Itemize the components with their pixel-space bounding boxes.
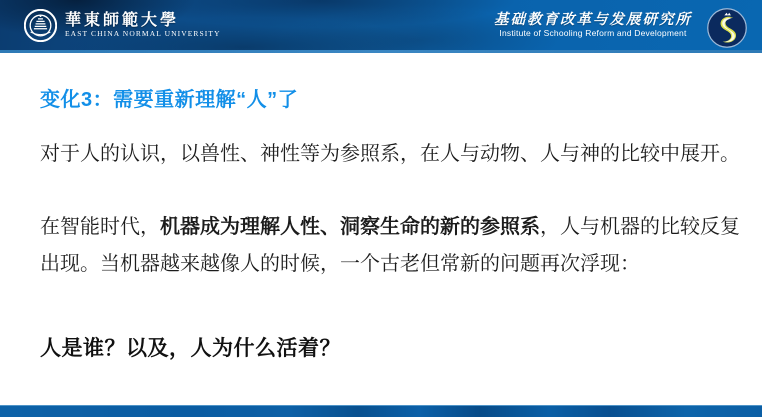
paragraph-2 xyxy=(40,209,740,283)
paragraph-1: 对于人的认识，以兽性、神性等为参照系，在人与动物、人与神的比较中展开。 xyxy=(40,143,740,165)
question-line: 人是谁？以及，人为什么活着？ xyxy=(40,337,341,360)
institute-circle-logo xyxy=(706,7,748,49)
paragraph-segment: 在智能时代， xyxy=(40,216,160,238)
institute-names xyxy=(494,11,692,39)
footer-strip xyxy=(0,405,762,417)
university-brand xyxy=(24,9,221,42)
institute-brand xyxy=(494,1,748,49)
institute-name-zh: 基础教育改革与发展研究所 xyxy=(494,11,692,28)
header-divider-line xyxy=(0,50,762,53)
ecnu-seal-logo xyxy=(24,9,57,42)
slide-title: 变化3：需要重新理解“人”了 xyxy=(40,89,299,111)
paragraph-segment: 机器成为理解人性、洞察生命的新的参照系 xyxy=(160,216,540,238)
university-name-zh: 華東師範大學 xyxy=(65,10,180,29)
university-name-en: EAST CHINA NORMAL UNIVERSITY xyxy=(65,29,221,38)
institute-name-en: Institute of Schooling Reform and Development xyxy=(499,28,687,38)
header-banner xyxy=(0,0,762,50)
paragraph-segment: ，人与机器的比较反复出现。当机器越来越像人的时候，一个古老但常新的问题再次浮现： xyxy=(40,216,740,275)
university-names xyxy=(65,11,221,39)
